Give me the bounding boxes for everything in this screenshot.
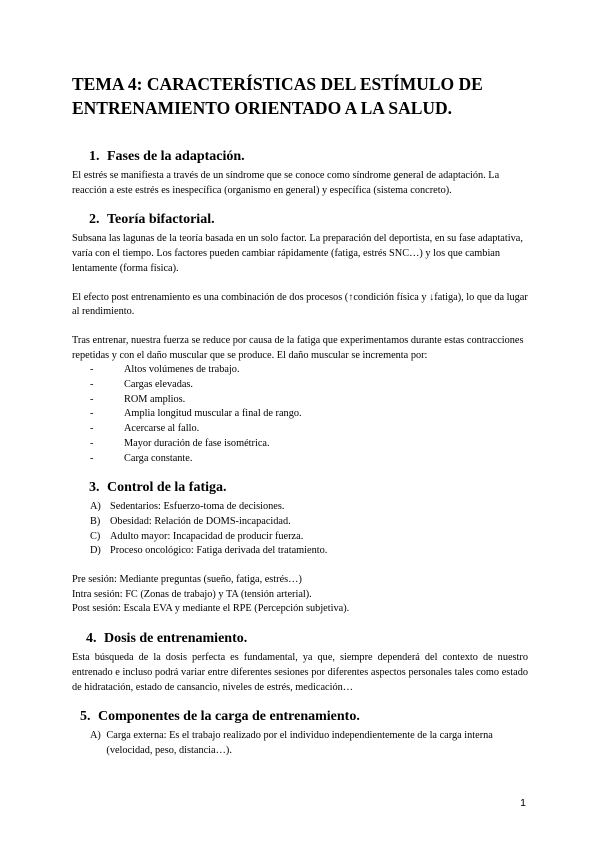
paragraph: El efecto post entrenamiento es una combinación de dos procesos (↑condición física y ↓fatiga), lo que da lugar al rendimiento. <box>72 291 528 318</box>
section-title: Componentes de la carga de entrenamiento. <box>98 709 360 725</box>
list-item: A) Carga externa: Es el trabajo realizado por el individuo independientemente de la carga interna (velocidad, peso, distancia…). <box>90 730 493 756</box>
paragraph: Tras entrenar, nuestra fuerza se reduce por causa de la fatiga que experimentamos durante estas contracciones repetidas y con el daño muscular que se produce. El daño muscular se incrementa por: <box>72 334 524 361</box>
session-line-post: Post sesión: Escala EVA y mediante el RPE (Percepción subjetiva). <box>72 603 350 615</box>
list-item: - ROM amplios. <box>90 393 186 405</box>
list-item: A) Sedentarios: Esfuerzo-toma de decisiones. <box>90 501 285 513</box>
section-number: 3. <box>89 480 100 496</box>
section-number: 2. <box>89 212 100 228</box>
list-item: - Amplia longitud muscular a final de rango. <box>90 408 302 420</box>
section-heading-1 <box>72 148 528 166</box>
list-item: - Cargas elevadas. <box>90 379 194 391</box>
document-title: TEMA 4: CARACTERÍSTICAS DEL ESTÍMULO DE ENTRENAMIENTO ORIENTADO A LA SALUD. <box>72 74 483 118</box>
paragraph: El estrés se manifiesta a través de un síndrome que se conoce como síndrome general de adaptación. La reacción a este estrés es inespecífica (organismo en general) y específica (sistema concreto). <box>72 170 500 196</box>
page-number: 1 <box>520 797 526 809</box>
list-item: - Acercarse al fallo. <box>90 423 200 435</box>
fatigue-control-list <box>72 500 528 559</box>
section-title: Control de la fatiga. <box>107 480 227 496</box>
section-title: Fases de la adaptación. <box>107 149 245 164</box>
list-item: - Carga constante. <box>90 452 193 464</box>
section-heading-4 <box>72 630 528 648</box>
list-item: - Mayor duración de fase isométrica. <box>90 437 270 449</box>
section-number: 4. <box>86 631 97 647</box>
session-line-pre: Pre sesión: Mediante preguntas (sueño, fatiga, estrés…) <box>72 574 302 586</box>
section-number: 1. <box>89 149 100 164</box>
paragraph: Esta búsqueda de la dosis perfecta es fundamental, ya que, siempre dependerá del contexto de nuestro entrenado e incluso podrá variar entre diferentes sesiones por diferentes aspectos personales tales como estado de hidratación, estado de cansancio, niveles de estrés, medicación… <box>72 652 528 693</box>
list-item: B) Obesidad: Relación de DOMS-incapacidad. <box>90 515 291 527</box>
list-item: D) Proceso oncológico: Fatiga derivada del tratamiento. <box>90 545 328 557</box>
list-item: - Altos volúmenes de trabajo. <box>90 364 240 376</box>
load-components-list <box>72 729 528 758</box>
section-number: 5. <box>80 709 91 725</box>
section-heading-2 <box>72 211 528 229</box>
list-item: C) Adulto mayor: Incapacidad de producir fuerza. <box>90 530 304 542</box>
damage-factors-list <box>72 363 528 466</box>
paragraph: Subsana las lagunas de la teoría basada en un solo factor. La preparación del deportista, en su fase adaptativa, varía con el tiempo. Los factores pueden cambiar rápidamente (fatiga, estrés SNC…) y los que cambian lentamente (forma física). <box>72 233 523 274</box>
section-heading-5 <box>72 708 528 726</box>
session-line-intra: Intra sesión: FC (Zonas de trabajo) y TA (tensión arterial). <box>72 588 312 600</box>
section-title: Teoría bifactorial. <box>107 212 215 228</box>
section-title: Dosis de entrenamiento. <box>104 631 248 647</box>
section-heading-3 <box>72 479 528 497</box>
